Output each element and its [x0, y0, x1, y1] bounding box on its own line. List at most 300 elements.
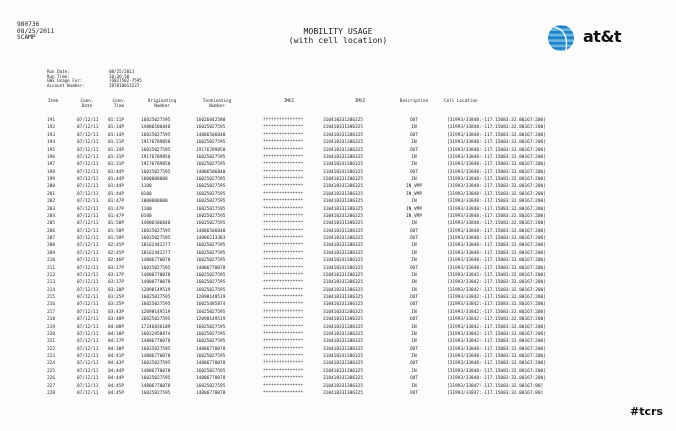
cell-date: 07/12/11	[77, 383, 99, 389]
cell-location: [31993/33842:-117.15083:32.80167:200]	[447, 324, 546, 330]
cell-terminating: 14806770078	[196, 265, 226, 271]
cell-description: OUT	[409, 228, 418, 234]
cell-imsi: 310410331386325	[323, 162, 364, 168]
cell-imei: ***************	[263, 213, 304, 219]
cell-location: [31993/33847:-117.15083:32.80167:80]	[447, 390, 544, 396]
cell-imsi: 310410331386325	[323, 154, 364, 160]
cell-originating: 1000000000	[141, 199, 168, 205]
cell-imei: ***************	[263, 169, 304, 175]
cell-date: 07/12/11	[77, 331, 99, 337]
cell-time: 01:44P	[108, 191, 125, 197]
cell-description: IN_VMP	[405, 184, 423, 190]
cell-date: 07/12/11	[77, 154, 99, 160]
cell-location: [31993/33848:-117.15083:32.80167:200]	[447, 265, 546, 271]
cell-originating: 19176789850	[141, 162, 171, 168]
cell-item: 225	[47, 368, 56, 374]
cell-terminating: 16026842588	[196, 118, 226, 123]
cell-description: IN	[411, 162, 417, 168]
table-row	[0, 213, 676, 220]
cell-originating: 0100	[141, 213, 152, 219]
cell-date: 07/12/11	[77, 287, 99, 293]
cell-imsi: 310410331386325	[323, 243, 364, 249]
cell-imei: ***************	[263, 258, 304, 264]
cell-item: 201	[47, 191, 56, 197]
cell-imsi: 310410331386325	[323, 302, 364, 308]
meta-label: GWS Usage For:	[47, 78, 83, 84]
cell-item: 219	[47, 324, 56, 330]
cell-item: 222	[47, 346, 56, 352]
cell-item: 194	[47, 140, 56, 146]
table-row	[0, 139, 676, 146]
cell-date: 07/12/11	[77, 376, 99, 382]
cell-imei: ***************	[263, 280, 304, 286]
cell-terminating: 14806770078	[196, 376, 226, 382]
cell-time: 01:31P	[108, 154, 125, 160]
cell-item: 208	[47, 243, 56, 249]
cell-time: 01:14P	[108, 125, 125, 131]
cell-imei: ***************	[263, 309, 304, 315]
cell-description: IN	[411, 258, 417, 264]
cell-time: 04:17P	[108, 339, 125, 345]
cell-item: 214	[47, 287, 56, 293]
cell-terminating: 14806506840	[196, 132, 226, 138]
cell-location: [31993/33848:-117.15083:32.80167:200]	[447, 125, 546, 131]
cell-description: OUT	[409, 390, 418, 396]
cell-item: 202	[47, 199, 56, 205]
cell-time: 04:10P	[108, 331, 125, 337]
cell-terminating: 16025027595	[196, 140, 226, 146]
cell-date: 07/12/11	[77, 361, 99, 367]
cell-originating: 16025027595	[141, 295, 171, 300]
cell-date: 07/12/11	[77, 206, 99, 212]
cell-description: IN_VMP	[405, 191, 423, 197]
cell-time: 04:45P	[108, 390, 125, 396]
cell-date: 07/12/11	[77, 228, 99, 234]
cell-description: IN_VMP	[405, 206, 423, 212]
cell-terminating: 16025027595	[196, 339, 226, 345]
cell-location: [31993/33848:-117.15083:32.80167:200]	[447, 354, 546, 359]
table-row	[0, 154, 676, 161]
cell-location: [31993/33848:-117.15083:32.80167:200]	[447, 243, 546, 249]
watermark-tag: #tcrs	[630, 405, 663, 418]
cell-location: [31993/33842:-117.15083:32.80167:200]	[447, 309, 546, 315]
cell-date: 07/12/11	[77, 368, 99, 374]
cell-description: OUT	[409, 265, 418, 271]
cell-originating: 12098149519	[141, 309, 171, 315]
cell-item: 215	[47, 295, 56, 300]
cell-originating: 16025027595	[141, 317, 171, 323]
table-row	[0, 147, 676, 154]
cell-originating: 1000000000	[141, 177, 168, 182]
cell-description: IN	[411, 250, 417, 256]
cell-date: 07/12/11	[77, 169, 99, 175]
cell-description: OUT	[409, 147, 418, 153]
cell-location: [31993/33842:-117.15083:32.80167:200]	[447, 331, 546, 337]
cell-item: 228	[47, 390, 56, 396]
cell-description: IN	[411, 125, 417, 131]
cell-originating: 16025027595	[141, 376, 171, 382]
cell-date: 07/12/11	[77, 317, 99, 323]
cell-location: [31993/33848:-117.15083:32.80167:200]	[447, 154, 546, 160]
cell-time: 01:11P	[108, 118, 125, 123]
cell-imsi: 310410331386325	[323, 331, 364, 337]
cell-imei: ***************	[263, 199, 304, 205]
brand-name: at&t	[583, 27, 622, 46]
cell-imsi: 310410331386325	[323, 132, 364, 138]
cell-date: 07/12/11	[77, 162, 99, 168]
cell-originating: 16025027595	[141, 228, 171, 234]
cell-item: 209	[47, 250, 56, 256]
cell-time: 03:48P	[108, 317, 125, 323]
report-location: SCAMP	[17, 34, 36, 42]
title-line-1: MOBILITY USAGE	[303, 26, 373, 36]
cell-terminating: 16025027595	[196, 125, 226, 131]
cell-item: 203	[47, 206, 56, 212]
cell-terminating: 16025027595	[196, 258, 226, 264]
cell-item: 227	[47, 383, 56, 389]
cell-time: 04:08P	[108, 324, 125, 330]
cell-location: [31993/33842:-117.15083:32.80167:200]	[447, 287, 546, 293]
cell-imsi: 310410331386325	[323, 236, 364, 241]
cell-location: [31993/33842:-117.15083:32.80167:200]	[447, 339, 546, 345]
cell-location: [31993/33848:-117.15083:32.80167:200]	[447, 368, 546, 374]
cell-imsi: 310410331386325	[323, 140, 364, 146]
table-row	[0, 279, 676, 286]
meta-label: Run Time:	[47, 73, 70, 79]
cell-location: [31993/33848:-117.15083:32.80167:200]	[447, 236, 546, 241]
cell-imei: ***************	[263, 162, 304, 168]
table-row	[0, 124, 676, 131]
table-row	[0, 338, 676, 345]
cell-imei: ***************	[263, 339, 304, 345]
cell-imei: ***************	[263, 317, 304, 323]
cell-description: IN	[411, 354, 417, 359]
cell-item: 210	[47, 258, 56, 264]
table-row	[0, 331, 676, 338]
cell-description: IN	[411, 280, 417, 286]
cell-imei: ***************	[263, 147, 304, 153]
cell-terminating: 16025027595	[196, 383, 226, 389]
cell-terminating: 16025027595	[196, 309, 226, 315]
cell-location: [31993/33842:-117.15083:32.80167:200]	[447, 295, 546, 300]
table-row	[0, 169, 676, 176]
cell-description: IN	[411, 324, 417, 330]
cell-date: 07/12/11	[77, 177, 99, 182]
cell-description: OUT	[409, 132, 418, 138]
cell-time: 03:25P	[108, 302, 125, 308]
cell-imei: ***************	[263, 243, 304, 249]
cell-imei: ***************	[263, 376, 304, 382]
cell-date: 07/12/11	[77, 140, 99, 146]
cell-location: [31993/33848:-117.15083:32.80167:200]	[447, 258, 546, 264]
cell-date: 07/12/11	[77, 339, 99, 345]
cell-imei: ***************	[263, 390, 304, 396]
table-row	[0, 235, 676, 242]
cell-imsi: 310410331386325	[323, 361, 364, 367]
cell-originating: 14806770078	[141, 280, 171, 286]
cell-terminating: 16025027595	[196, 191, 226, 197]
cell-originating: 16025027595	[141, 169, 171, 175]
cell-date: 07/12/11	[77, 258, 99, 264]
cell-imsi: 310410331386325	[323, 324, 364, 330]
cell-date: 07/12/11	[77, 309, 99, 315]
cell-location: [31993/33848:-117.15083:32.80167:200]	[447, 147, 546, 153]
cell-imei: ***************	[263, 324, 304, 330]
cell-description: IN	[411, 199, 417, 205]
cell-imsi: 310410331386325	[323, 287, 364, 293]
cell-terminating: 14806506840	[196, 228, 226, 234]
cell-location: [31993/33848:-117.15083:32.80167:200]	[447, 228, 546, 234]
cell-imei: ***************	[263, 383, 304, 389]
cell-imsi: 310410331386325	[323, 309, 364, 315]
cell-imsi: 310410331386325	[323, 191, 364, 197]
cell-item: 196	[47, 154, 56, 160]
cell-time: 01:14P	[108, 132, 125, 138]
cell-date: 07/12/11	[77, 346, 99, 352]
table-row	[0, 375, 676, 382]
cell-imei: ***************	[263, 118, 304, 123]
cell-originating: 19176789850	[141, 140, 171, 146]
cell-imsi: 310410331386325	[323, 339, 364, 345]
cell-item: 216	[47, 302, 56, 308]
cell-imei: ***************	[263, 221, 304, 227]
cell-terminating: 16025027595	[196, 177, 226, 182]
cell-description: IN	[411, 287, 417, 293]
cell-item: 199	[47, 177, 56, 182]
cell-item: 220	[47, 331, 56, 337]
cell-time: 01:47P	[108, 213, 125, 219]
cell-time: 04:45P	[108, 383, 125, 389]
col-description: Description	[399, 99, 429, 104]
cell-item: 211	[47, 265, 56, 271]
cell-imei: ***************	[263, 346, 304, 352]
cell-date: 07/12/11	[77, 118, 99, 123]
col-conn-time: Conn. Time	[112, 99, 126, 109]
cell-imsi: 310410331386325	[323, 280, 364, 286]
cell-imei: ***************	[263, 287, 304, 293]
cell-imsi: 310410331386325	[323, 125, 364, 131]
cell-terminating: 16025027595	[196, 184, 226, 190]
cell-imei: ***************	[263, 177, 304, 182]
cell-time: 04:44P	[108, 376, 125, 382]
cell-time: 01:47P	[108, 206, 125, 212]
cell-item: 221	[47, 339, 56, 345]
cell-description: OUT	[409, 118, 418, 123]
cell-originating: 14806770078	[141, 383, 171, 389]
cell-imsi: 310410331386325	[323, 184, 364, 190]
cell-date: 07/12/11	[77, 280, 99, 286]
cell-location: [31993/33848:-117.15083:32.80167:200]	[447, 162, 546, 168]
cell-terminating: 14806770078	[196, 390, 226, 396]
cell-terminating: 16025027595	[196, 354, 226, 359]
cell-imei: ***************	[263, 250, 304, 256]
cell-time: 01:47P	[108, 199, 125, 205]
table-row	[0, 353, 676, 360]
cell-originating: 1100	[141, 206, 152, 212]
cell-terminating: 14806506840	[196, 169, 226, 175]
cell-item: 195	[47, 147, 56, 153]
reference-number: 980736	[17, 21, 40, 28]
cell-date: 07/12/11	[77, 199, 99, 205]
table-row	[0, 294, 676, 301]
cell-time: 01:21P	[108, 140, 125, 146]
cell-time: 04:41P	[108, 354, 125, 359]
table-row	[0, 383, 676, 390]
cell-terminating: 16025027595	[196, 287, 226, 293]
cell-imsi: 310410331386325	[323, 258, 364, 264]
cell-originating: 16025027595	[141, 390, 171, 396]
cell-imsi: 310410331386325	[323, 147, 364, 153]
cell-description: IN	[411, 140, 417, 146]
cell-description: IN_VMP	[405, 213, 423, 219]
cell-description: OUT	[409, 302, 418, 308]
col-item: Item	[47, 99, 59, 104]
cell-terminating: 16025027595	[196, 368, 226, 374]
cell-location: [31993/33848:-117.15083:32.80167:200]	[447, 221, 546, 227]
table-row	[0, 272, 676, 279]
cell-date: 07/12/11	[77, 250, 99, 256]
title-line-2: (with cell location)	[288, 35, 388, 45]
cell-item: 223	[47, 354, 56, 359]
cell-date: 07/12/11	[77, 272, 99, 278]
table-row	[0, 161, 676, 168]
cell-imei: ***************	[263, 206, 304, 212]
cell-originating: 16025027595	[141, 302, 171, 308]
cell-location: [31993/33848:-117.15083:32.80167:200]	[447, 140, 546, 146]
cell-location: [31993/33848:-117.15083:32.80167:200]	[447, 346, 546, 352]
table-header	[0, 100, 676, 110]
cell-imei: ***************	[263, 228, 304, 234]
col-conn-date: Conn. Date	[80, 99, 94, 109]
cell-time: 01:44P	[108, 169, 125, 175]
cell-imsi: 310410331386325	[323, 169, 364, 175]
cell-originating: 16022958874	[141, 331, 171, 337]
cell-imsi: 310410331386325	[323, 346, 364, 352]
cell-time: 01:50P	[108, 228, 125, 234]
cell-description: IN	[411, 177, 417, 182]
cell-imsi: 310410331386325	[323, 354, 364, 359]
cell-originating: 16025027595	[141, 132, 171, 138]
cell-item: 197	[47, 162, 56, 168]
cell-time: 04:38P	[108, 346, 125, 352]
table-row	[0, 390, 676, 397]
cell-imsi: 310410331386325	[323, 228, 364, 234]
cell-imei: ***************	[263, 191, 304, 197]
cell-originating: 14806506840	[141, 221, 171, 227]
cell-description: IN	[411, 154, 417, 160]
cell-location: [31993/33848:-117.15083:32.80167:200]	[447, 177, 546, 182]
globe-icon	[546, 23, 580, 53]
col-originating: Originating Number	[147, 99, 177, 109]
cell-imei: ***************	[263, 265, 304, 271]
cell-date: 07/12/11	[77, 213, 99, 219]
cell-terminating: 16025027595	[196, 221, 226, 227]
cell-item: 198	[47, 169, 56, 175]
cell-date: 07/12/11	[77, 354, 99, 359]
table-row	[0, 132, 676, 139]
cell-item: 205	[47, 221, 56, 227]
cell-item: 192	[47, 125, 56, 131]
cell-time: 02:46P	[108, 258, 125, 264]
table-row	[0, 176, 676, 183]
cell-date: 07/12/11	[77, 302, 99, 308]
cell-item: 204	[47, 213, 56, 219]
cell-terminating: 16025027595	[196, 331, 226, 337]
cell-originating: 14806506840	[141, 125, 171, 131]
cell-originating: 16025027595	[141, 118, 171, 123]
cell-originating: 14806770078	[141, 258, 171, 264]
table-row	[0, 183, 676, 190]
table-row	[0, 346, 676, 353]
cell-terminating: 16025027595	[196, 243, 226, 249]
cell-location: [31993/33848:-117.15083:32.80167:200]	[447, 376, 546, 382]
cell-description: OUT	[409, 295, 418, 300]
cell-item: 226	[47, 376, 56, 382]
cell-imsi: 310410331386325	[323, 118, 364, 123]
cell-originating: 12098149519	[141, 287, 171, 293]
cell-description: OUT	[409, 361, 418, 367]
cell-originating: 18162442277	[141, 243, 171, 249]
cell-originating: 0100	[141, 191, 152, 197]
cell-imsi: 310410331386325	[323, 206, 364, 212]
cell-date: 07/12/11	[77, 184, 99, 190]
table-row	[0, 198, 676, 205]
cell-originating: 17246836109	[141, 324, 171, 330]
cell-terminating: 16025027595	[196, 324, 226, 330]
cell-location: [31993/33848:-117.15083:32.80167:200]	[447, 169, 546, 175]
cell-originating: 16025027595	[141, 265, 171, 271]
usage-table-body	[0, 117, 676, 397]
cell-item: 191	[47, 118, 56, 123]
cell-time: 03:17P	[108, 280, 125, 286]
col-imei: IMEI	[283, 99, 295, 104]
cell-date: 07/12/11	[77, 132, 99, 138]
cell-item: 224	[47, 361, 56, 367]
cell-terminating: 19176789850	[196, 147, 226, 153]
cell-terminating: 16025027595	[196, 280, 226, 286]
table-row	[0, 360, 676, 367]
cell-location: [31993/33848:-117.15083:32.80167:200]	[447, 191, 546, 197]
cell-terminating: 16025027595	[196, 213, 226, 219]
cell-description: OUT	[409, 376, 418, 382]
cell-time: 02:45P	[108, 243, 125, 249]
cell-item: 213	[47, 280, 56, 286]
cell-terminating: 16025027595	[196, 206, 226, 212]
cell-imsi: 310410331386325	[323, 295, 364, 300]
table-row	[0, 220, 676, 227]
table-row	[0, 309, 676, 316]
cell-imsi: 310410331386325	[323, 383, 364, 389]
cell-location: [31993/33847:-117.15083:32.80167:80]	[447, 383, 544, 389]
cell-originating: 16025027595	[141, 346, 171, 352]
cell-time: 01:59P	[108, 236, 125, 241]
cell-terminating: 16025027595	[196, 199, 226, 205]
cell-imsi: 310410331386325	[323, 272, 364, 278]
cell-imei: ***************	[263, 368, 304, 374]
cell-location: [31993/33842:-117.15083:32.80167:200]	[447, 272, 546, 278]
cell-description: IN	[411, 331, 417, 337]
cell-item: 212	[47, 272, 56, 278]
cell-item: 206	[47, 228, 56, 234]
cell-time: 01:50P	[108, 221, 125, 227]
cell-item: 218	[47, 317, 56, 323]
cell-description: IN	[411, 243, 417, 249]
cell-location: [31993/33848:-117.15083:32.80167:200]	[447, 132, 546, 138]
cell-time: 03:17P	[108, 265, 125, 271]
table-row	[0, 117, 676, 124]
cell-time: 02:45P	[108, 250, 125, 256]
cell-date: 07/12/11	[77, 221, 99, 227]
